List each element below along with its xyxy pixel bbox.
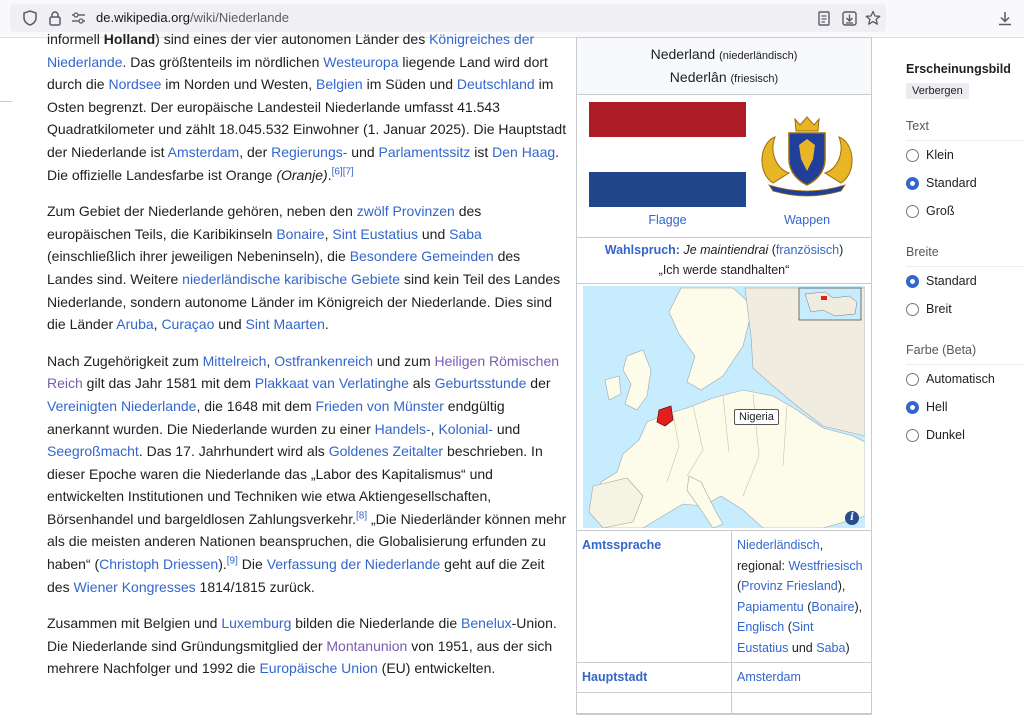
footnote-link[interactable]: [7] bbox=[342, 165, 354, 177]
infobox-motto: Wahlspruch: Je maintiendrai (französisch) „Ich werde standhalten“ bbox=[577, 238, 871, 284]
radio-label: Dunkel bbox=[926, 428, 965, 442]
article-paragraph-1: informell Holland) sind eines der vier autonomen Länder des Königreiches der Niederlande. Das größtenteils im nördlichen Westeuropa liegende Land wird dort durch die Nordsee im Norden und Westen, Belgien im Süden und Deutschland im Osten begrenzt. Der europäische Landesteil Niederlande umfasst 41.543 Quadratkilometer und zählt 18.045.532 Einwohner (1. Januar 2025). Die Hauptstadt der Niederlande ist Amsterdam, der Regierungs- und Parlamentssitz ist Den Haag. Die offizielle Landesfarbe ist Orange (Oranje).[6][7] bbox=[47, 31, 567, 183]
wiki-link[interactable]: Englisch bbox=[737, 620, 785, 634]
map-hover-label: Nigeria bbox=[734, 409, 779, 425]
wiki-link[interactable]: Amsterdam bbox=[167, 143, 240, 160]
wiki-link[interactable]: Benelux bbox=[461, 615, 512, 632]
wiki-link[interactable]: Regierungs- bbox=[271, 143, 348, 160]
wiki-link[interactable]: Besondere Gemeinden bbox=[349, 248, 494, 265]
article-paragraph-2: Zum Gebiet der Niederlande gehören, neben den zwölf Provinzen des europäischen Teils, die Karibikinseln Bonaire, Sint Eustatius und Saba (einschließlich ihrer jeweiligen Nebeninseln), die Besondere Gemeinden des Landes sind. Weitere niederländische karibische Gebiete sind kein Teil des Landes Niederlande, sondern autonome Länder im Königreich der Niederlande. Dies sind die Länder Aruba, Curaçao und Sint Maarten. bbox=[47, 203, 561, 333]
sidebar-divider bbox=[0, 101, 12, 102]
footnote bbox=[356, 510, 367, 521]
wiki-link[interactable]: Handels- bbox=[374, 420, 431, 437]
wiki-link[interactable]: Geburtsstunde bbox=[434, 375, 527, 392]
wiki-link[interactable]: Europäische Union bbox=[259, 660, 378, 677]
infobox bbox=[576, 37, 872, 715]
infobox-row-value-empty bbox=[732, 693, 871, 713]
color-options bbox=[906, 365, 1024, 449]
downloads-icon[interactable] bbox=[996, 4, 1014, 32]
wiki-link[interactable]: Provinz Friesland bbox=[741, 579, 838, 593]
wiki-link[interactable]: Plakkaat van Verlatinghe bbox=[254, 375, 409, 392]
wiki-link[interactable]: Montanunion bbox=[326, 637, 408, 654]
infobox-name-nl-lang: (niederländisch) bbox=[719, 50, 798, 62]
wiki-link[interactable]: Seegroßmacht bbox=[47, 443, 139, 460]
shield-icon[interactable] bbox=[22, 4, 38, 32]
url-path: /wiki/Niederlande bbox=[189, 10, 289, 25]
wiki-link[interactable]: Parlamentssitz bbox=[378, 143, 471, 160]
radio-label: Standard bbox=[926, 176, 977, 190]
wiki-link[interactable]: Goldenes Zeitalter bbox=[328, 443, 444, 460]
text-size-options bbox=[906, 141, 1024, 225]
wiki-link[interactable]: Westeuropa bbox=[323, 53, 399, 70]
footnote bbox=[343, 166, 354, 177]
color-option-hell[interactable] bbox=[906, 393, 1024, 421]
flag-caption-link[interactable]: Flagge bbox=[648, 213, 687, 227]
wiki-link[interactable]: Saba bbox=[449, 225, 482, 242]
wiki-link[interactable]: Frieden von Münster bbox=[315, 397, 444, 414]
italic-text: (Oranje) bbox=[276, 166, 328, 183]
wiki-link[interactable]: Sint Eustatius bbox=[737, 620, 814, 655]
text-size-label: Text bbox=[906, 119, 1024, 141]
radio-button[interactable] bbox=[906, 177, 919, 190]
radio-button[interactable] bbox=[906, 149, 919, 162]
wiki-link[interactable]: Bonaire bbox=[276, 225, 325, 242]
color-option-automatisch[interactable] bbox=[906, 365, 1024, 393]
url-domain: de.wikipedia.org bbox=[96, 10, 190, 25]
wiki-link[interactable]: Sint Maarten bbox=[245, 316, 325, 333]
radio-label: Automatisch bbox=[926, 372, 995, 386]
save-to-pocket-icon[interactable] bbox=[840, 4, 858, 32]
infobox-row-value: Niederländisch, regional: Westfriesisch (Provinz Friesland), Papiamentu (Bonaire), Englisch (Sint Eustatius und Saba) bbox=[737, 538, 863, 655]
infobox-row-official-language bbox=[577, 531, 871, 663]
wiki-link[interactable]: Vereinigten Niederlande bbox=[47, 397, 197, 414]
wiki-link[interactable]: Nordsee bbox=[108, 76, 162, 93]
article-content bbox=[47, 28, 567, 694]
wiki-link[interactable]: Westfriesisch bbox=[788, 558, 863, 573]
article-paragraph-4: Zusammen mit Belgien und Luxemburg bilden die Niederlande die Benelux-Union. Die Niederlande sind Gründungsmitglied der Montanunion von 1951, aus der sich mehrere Nachfolger und 1992 die Europäische Union (EU) entwickelten. bbox=[47, 615, 557, 677]
width-option-breit[interactable] bbox=[906, 295, 1024, 323]
wiki-link[interactable]: zwölf Provinzen bbox=[356, 203, 455, 220]
radio-button[interactable] bbox=[906, 373, 919, 386]
wiki-link[interactable]: Verfassung der Niederlande bbox=[266, 556, 441, 573]
text-option-standard[interactable] bbox=[906, 169, 1024, 197]
footnote bbox=[227, 555, 238, 566]
infobox-row-key[interactable]: Amtssprache bbox=[577, 531, 732, 662]
wiki-link[interactable]: Ostfrankenreich bbox=[274, 352, 374, 369]
wiki-link[interactable]: Aruba bbox=[116, 316, 154, 333]
color-option-dunkel[interactable] bbox=[906, 421, 1024, 449]
flag-image[interactable] bbox=[589, 102, 746, 207]
hide-button[interactable]: Verbergen bbox=[906, 83, 969, 99]
radio-label: Breit bbox=[926, 302, 952, 316]
wiki-link[interactable]: Deutschland bbox=[456, 76, 535, 93]
appearance-title: Erscheinungsbild bbox=[906, 62, 1011, 76]
width-label: Breite bbox=[906, 245, 1024, 267]
wiki-link[interactable]: Bonaire bbox=[811, 599, 855, 614]
footnote bbox=[332, 166, 343, 177]
radio-label: Standard bbox=[926, 274, 977, 288]
article-paragraph-3: Nach Zugehörigkeit zum Mittelreich, Ostfrankenreich und zum Heiligen Römischen Reich gilt das Jahr 1581 mit dem Plakkaat van Verlatinghe als Geburtsstunde der Vereinigten Niederlande, die 1648 mit dem Frieden von Münster endgültig anerkannt wurden. Die Niederlande wurden zu einer Handels-, Kolonial- und Seegroßmacht. Das 17. Jahrhundert wird als Goldenes Zeitalter beschrieben. In dieser Epoche waren die Niederlande das „Labor des Kapitalismus“ und entwickelten Institutionen und Techniken wie etwa Aktiengesellschaften, Börsenhandel und bargeldlosen Zahlungsverkehr.[8] „Die Niederländer können mehr als die meisten anderen Nationen beanspruchen, die Globalisierung erfunden zu haben“ (Christoph Driessen).[9] Die Verfassung der Niederlande geht auf die Zeit des Wiener Kongresses 1814/1815 zurück. bbox=[47, 352, 567, 595]
infobox-header bbox=[577, 38, 871, 95]
wiki-link[interactable]: Heiligen Römischen Reich bbox=[47, 352, 560, 392]
footnote-link[interactable]: [9] bbox=[226, 555, 238, 567]
appearance-panel bbox=[906, 56, 1024, 449]
infobox-row-key-empty bbox=[577, 693, 732, 713]
wiki-link[interactable]: Mittelreich bbox=[202, 352, 267, 369]
info-icon[interactable]: i bbox=[845, 511, 859, 525]
wiki-link[interactable]: Saba bbox=[816, 640, 846, 655]
infobox-name-nl: Nederland bbox=[650, 46, 716, 62]
radio-button[interactable] bbox=[906, 205, 919, 218]
infobox-symbols bbox=[577, 95, 871, 238]
infobox-row-key[interactable]: Hauptstadt bbox=[577, 663, 732, 692]
radio-button[interactable] bbox=[906, 429, 919, 442]
radio-label: Klein bbox=[926, 148, 954, 162]
motto-translation: „Ich werde standhalten“ bbox=[658, 263, 790, 277]
radio-label: Hell bbox=[926, 400, 948, 414]
infobox-row-value bbox=[732, 663, 871, 692]
radio-label: Groß bbox=[926, 204, 955, 218]
radio-button[interactable] bbox=[906, 275, 919, 288]
wiki-link[interactable]: Niederländisch bbox=[737, 538, 820, 552]
color-label: Farbe (Beta) bbox=[906, 343, 1024, 365]
text-option-klein[interactable] bbox=[906, 141, 1024, 169]
bookmark-star-icon[interactable] bbox=[865, 4, 881, 32]
bold-text: Holland bbox=[103, 31, 156, 47]
coat-of-arms-image[interactable] bbox=[755, 113, 859, 197]
motto-language-link[interactable]: französisch bbox=[775, 243, 840, 257]
coat-of-arms-caption-link[interactable]: Wappen bbox=[783, 213, 831, 227]
reader-view-icon[interactable] bbox=[816, 4, 832, 32]
footnote-link[interactable]: [8] bbox=[356, 510, 368, 522]
wiki-link[interactable]: Kolonial- bbox=[438, 420, 493, 437]
wiki-link[interactable]: Curaçao bbox=[161, 316, 215, 333]
wiki-link[interactable]: Wiener Kongresses bbox=[73, 578, 196, 595]
radio-button[interactable] bbox=[906, 303, 919, 316]
wiki-link[interactable]: Papiamentu bbox=[737, 599, 804, 614]
wiki-link[interactable]: Amsterdam bbox=[737, 670, 801, 684]
wiki-link[interactable]: niederländische karibische Gebiete bbox=[182, 270, 401, 287]
infobox-name-fy: Nederlân bbox=[669, 69, 727, 85]
motto-label-link[interactable]: Wahlspruch: bbox=[604, 243, 680, 257]
width-option-standard[interactable] bbox=[906, 267, 1024, 295]
width-options bbox=[906, 267, 1024, 323]
infobox-name-fy-lang: (friesisch) bbox=[730, 73, 779, 85]
footnote-link[interactable]: [6] bbox=[331, 165, 343, 177]
wiki-link[interactable]: Luxemburg bbox=[221, 615, 292, 632]
wiki-link[interactable]: Christoph Driessen bbox=[99, 556, 219, 573]
wiki-link[interactable]: Sint Eustatius bbox=[332, 225, 418, 242]
wiki-link[interactable]: Königreiches der Niederlande bbox=[47, 31, 535, 70]
wiki-link[interactable]: Belgien bbox=[316, 76, 363, 93]
locator-map[interactable] bbox=[577, 284, 871, 531]
motto-text: Je maintiendrai bbox=[683, 243, 769, 257]
infobox-row-capital bbox=[577, 663, 871, 693]
text-option-groß[interactable] bbox=[906, 197, 1024, 225]
wiki-link[interactable]: Den Haag bbox=[492, 143, 556, 160]
infobox-row-next bbox=[577, 693, 871, 714]
radio-button[interactable] bbox=[906, 401, 919, 414]
